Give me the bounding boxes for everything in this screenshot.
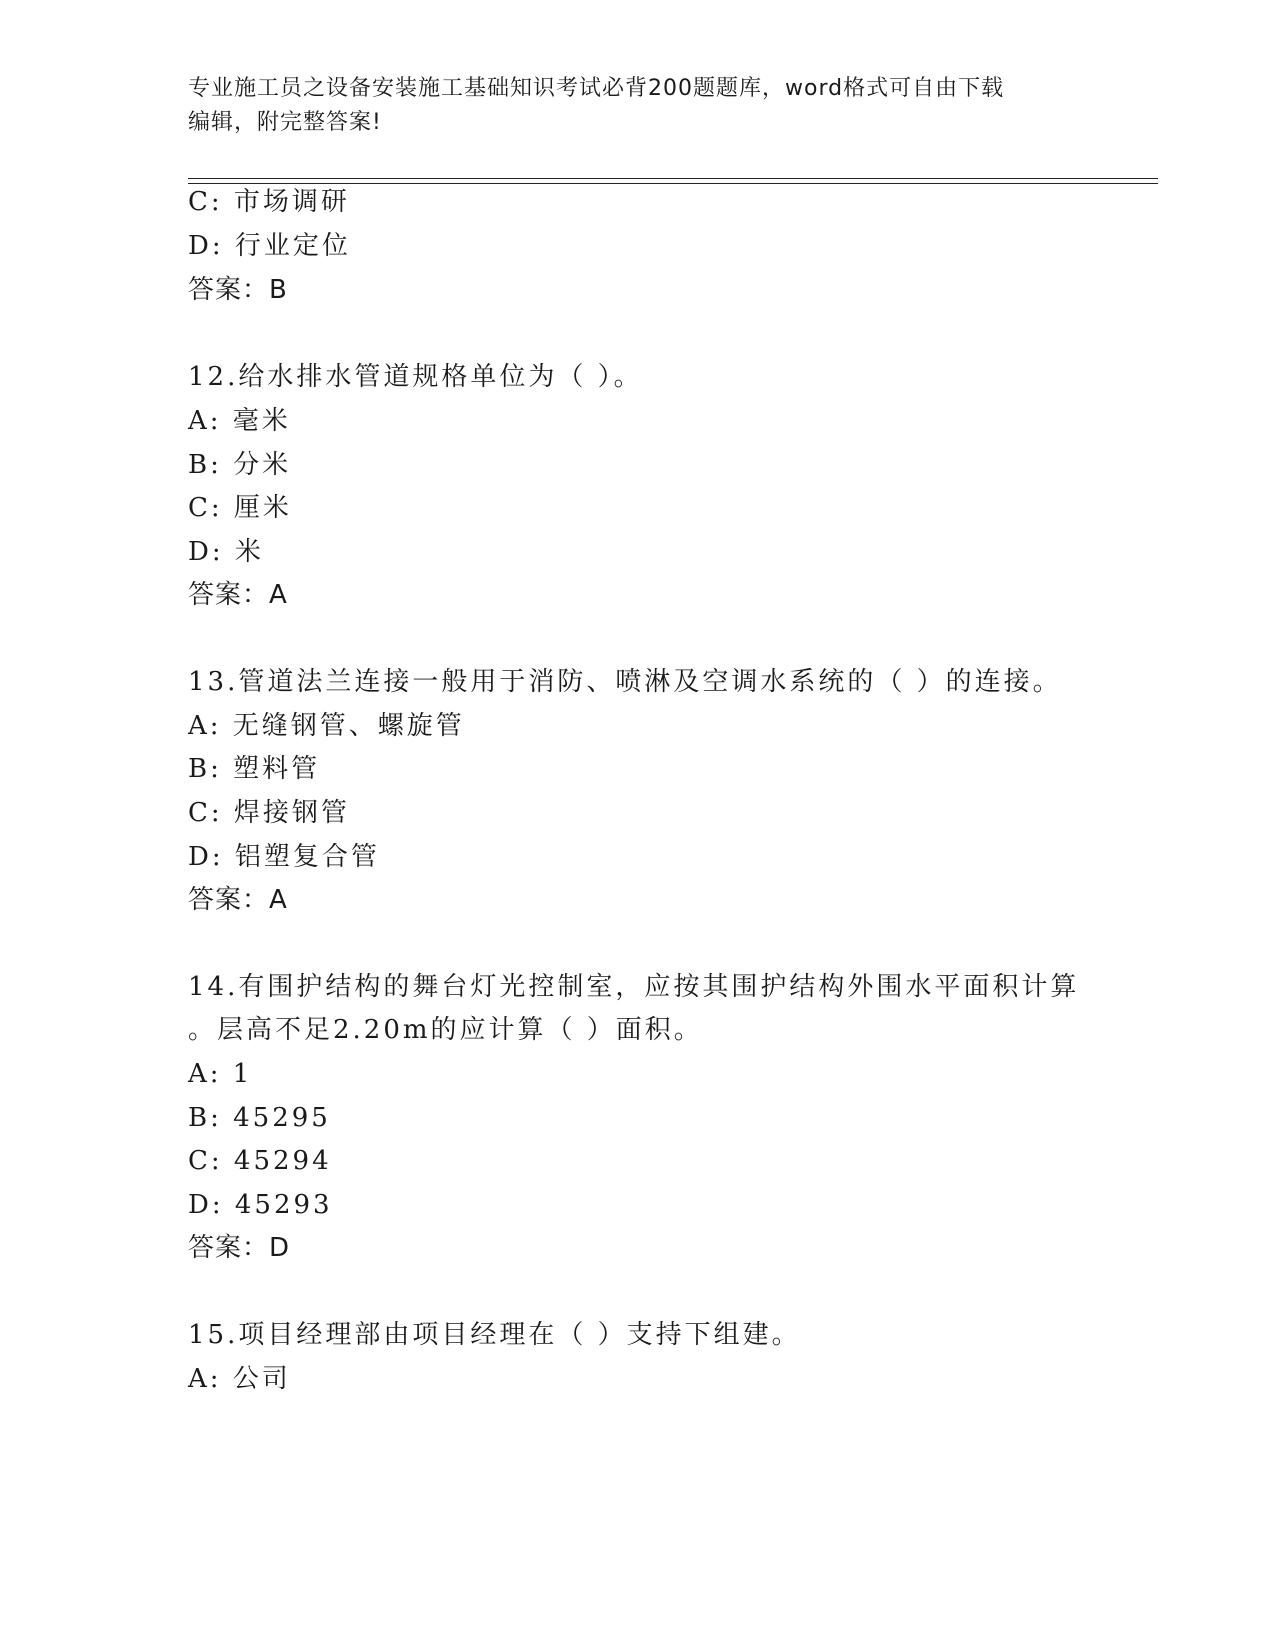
- question-12-option-c: C: 厘米: [188, 493, 292, 523]
- question-14-option-d: D: 45293: [188, 1190, 333, 1220]
- question-12-stem: 12.给水排水管道规格单位为（ ）。: [188, 362, 643, 392]
- header-title-line-2: 编辑，附完整答案!: [188, 110, 382, 135]
- question-13-stem: 13.管道法兰连接一般用于消防、喷淋及空调水系统的（ ）的连接。: [188, 667, 1062, 697]
- question-13-option-d: D: 铝塑复合管: [188, 842, 380, 872]
- question-15-option-a: A: 公司: [188, 1364, 291, 1394]
- question-15-stem: 15.项目经理部由项目经理在（ ）支持下组建。: [188, 1320, 801, 1350]
- question-14-option-c: C: 45294: [188, 1146, 332, 1176]
- question-14-answer: 答案：D: [188, 1233, 291, 1263]
- option-d: D: 行业定位: [188, 231, 351, 261]
- answer-line: 答案：B: [188, 275, 288, 305]
- document-header: [188, 72, 1088, 140]
- option-c: C: 市场调研: [188, 187, 350, 217]
- question-14-option-a: A: 1: [188, 1059, 253, 1089]
- header-divider-top: [188, 178, 1158, 179]
- question-13-option-b: B: 塑料管: [188, 754, 321, 784]
- question-14-option-b: B: 45295: [188, 1103, 331, 1133]
- question-12-answer: 答案：A: [188, 580, 288, 610]
- question-12-option-b: B: 分米: [188, 450, 292, 480]
- question-12-option-d: D: 米: [188, 537, 264, 567]
- question-13-option-a: A: 无缝钢管、螺旋管: [188, 711, 465, 741]
- question-14-stem-line-1: 14.有围护结构的舞台灯光控制室，应按其围护结构外围水平面积计算: [188, 972, 1080, 1002]
- question-14-stem-line-2: 。层高不足2.20m的应计算（ ）面积。: [188, 1015, 703, 1045]
- question-12-option-a: A: 毫米: [188, 406, 291, 436]
- header-divider-bottom: [188, 183, 1158, 184]
- question-13-answer: 答案：A: [188, 885, 288, 915]
- question-13-option-c: C: 焊接钢管: [188, 798, 350, 828]
- header-title-line-1: 专业施工员之设备安装施工基础知识考试必背200题题库，word格式可自由下载: [188, 76, 1005, 101]
